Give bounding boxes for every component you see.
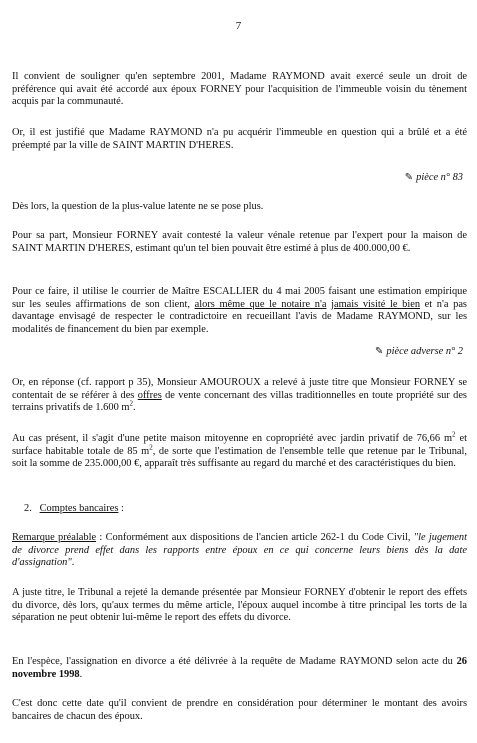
paragraph-latent-gain: Dès lors, la question de la plus-value latente ne se pose plus. xyxy=(12,201,264,212)
paragraph-tribunal-rejection: A juste titre, le Tribunal a rejeté la demande présentée par Monsieur FORNEY d'obtenir le report des effets du divorce, dès lors, qu'aux termes du même article, l'époux auquel incombe à titre principal les torts de la séparation ne peut obtenir lui-même le report des effets du divorce. xyxy=(12,587,467,624)
paragraph-preemption: Or, il est justifié que Madame RAYMOND n'a pu acquérir l'immeuble en question qui a brûlé et a été préempté par la ville de SAINT MARTIN D'HERES. xyxy=(12,127,467,151)
paragraph-preference-right: Il convient de souligner qu'en septembre 2001, Madame RAYMOND avait exercé seule un droit de préférence qui avait été accordé aux époux FORNEY pour l'acquisition de l'immeuble voisin du tènement acquis par la communauté. xyxy=(12,71,467,108)
section-heading-bank-accounts: 2. Comptes bancaires : xyxy=(24,503,124,514)
paragraph-notary-letter: Pour ce faire, il utilise le courrier de Maître ESCALLIER du 4 mai 2005 faisant une estimation empirique sur les seules affirmations de son client, alors même que le notaire n'a jamais visité le bien et n'a pas davantage envisagé de respecter le contradictoire en recueillant l'avis de Madame RAYMOND, sur les modalités de financement du bien par exemple. xyxy=(12,286,467,335)
paragraph-market-value: Pour sa part, Monsieur FORNEY avait contesté la valeur vénale retenue par l'expert pour la maison de SAINT MARTIN D'HERES, estimant qu'un tel bien pouvait être estimé à plus de 400.000,00 €. xyxy=(12,230,467,254)
paragraph-preliminary-remark: Remarque préalable : Conformément aux dispositions de l'ancien article 262-1 du Code Civil, "le jugement de divorce prend effet dans les rapports entre époux en ce qui concerne leurs biens dès la date d'assignation". xyxy=(12,532,468,569)
exhibit-label: pièce adverse n° 2 xyxy=(386,346,463,357)
paragraph-expert-response: Or, en réponse (cf. rapport p 35), Monsieur AMOUROUX a relevé à juste titre que Monsieur FORNEY se contentait de se référer à des offres de vente concernant des villas traditionnelles en toute propriété sur des terrains privatifs de 1.600 $m^2$. xyxy=(12,377,467,414)
exhibit-reference-adverse-2 xyxy=(375,346,463,359)
paragraph-assignment-date: En l'espèce, l'assignation en divorce a été délivrée à la requête de Madame RAYMOND selon acte du 26 novembre 1998. xyxy=(12,656,467,680)
exhibit-reference-83 xyxy=(405,172,463,185)
page-number: 7 xyxy=(235,20,242,32)
pen-icon: ✎ xyxy=(404,172,414,183)
pen-icon: ✎ xyxy=(375,346,384,357)
paragraph-bank-assets: C'est donc cette date qu'il convient de prendre en considération pour déterminer le montant des avoirs bancaires de chacun des époux. xyxy=(12,698,467,722)
paragraph-present-case: Au cas présent, il s'agit d'une petite maison mitoyenne en copropriété avec jardin privatif de 76,66 $m^2$ et surface habitable totale de 85 $m^2$, de sorte que l'estimation de l'ensemble telle que retenue par le Tribunal, soit la somme de 235.000,00 €, apparaît très suffisante au regard du marché et des caractéristiques du bien. xyxy=(12,430,467,470)
exhibit-label: pièce n° 83 xyxy=(416,172,463,183)
